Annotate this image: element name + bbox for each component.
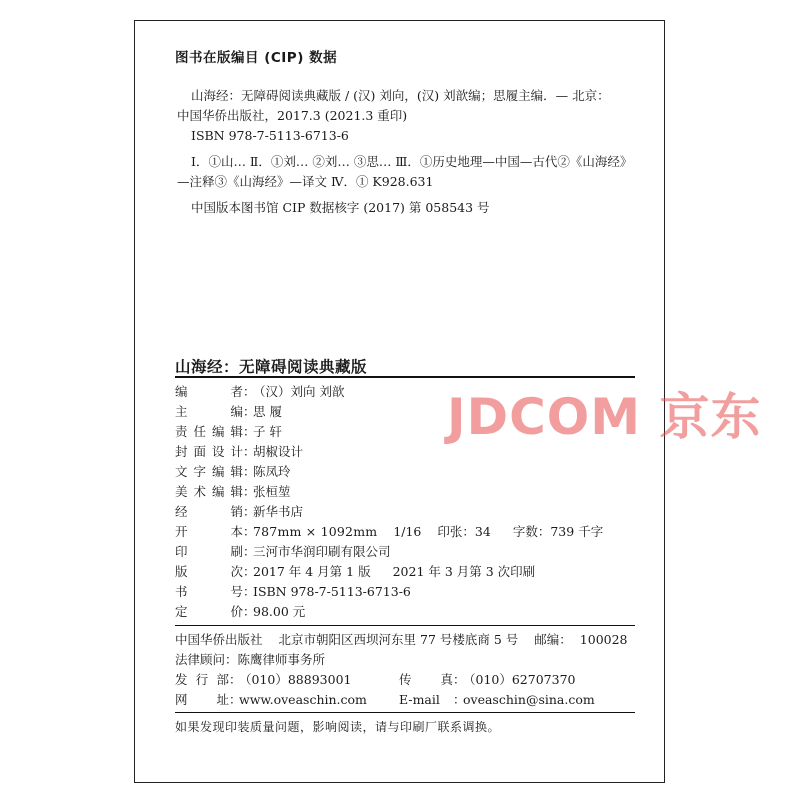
credit-value: 子 轩 [253, 424, 282, 439]
sales-phone: （010）88893001 [239, 672, 352, 687]
credit-row-cover-design: 封面设计：胡椒设计 [175, 444, 304, 459]
sales-label: 发行部 [175, 672, 229, 687]
postcode-value: 100028 [579, 632, 628, 647]
title-rule-top [175, 376, 635, 378]
credit-label: 主编 [175, 404, 243, 419]
credit-value: 思 履 [253, 404, 282, 419]
book-title: 山海经：无障碍阅读典藏版 [175, 358, 368, 376]
web-row: 网址：www.oveaschin.com E-mail ：oveaschin@sina.com [175, 692, 595, 707]
cip-data-number: 中国版本图书馆 CIP 数据核字 (2017) 第 058543 号 [191, 200, 490, 215]
publisher-name: 中国华侨出版社 [175, 632, 263, 647]
web-value[interactable]: www.oveaschin.com [239, 692, 367, 707]
credit-label: 文字编辑 [175, 464, 243, 479]
words-label: 字数 [512, 524, 538, 539]
fax-phone: （010）62707370 [463, 672, 576, 687]
spec-label: 定价 [175, 604, 243, 619]
sheets-label: 印张 [437, 524, 463, 539]
legal-label: 法律顾问： [175, 652, 238, 667]
credit-row-chief-editor: 主编：思 履 [175, 404, 282, 419]
credit-label: 经销 [175, 504, 243, 519]
legal-value: 陈鹰律师事务所 [237, 652, 326, 667]
web-label: 网址 [175, 692, 229, 707]
credit-value: （汉）刘向 刘歆 [253, 384, 345, 399]
jd-watermark: JDCOM 京东 [447, 388, 762, 446]
copyright-page [134, 20, 762, 783]
email-label: E-mail [399, 692, 440, 707]
credit-value: 新华书店 [253, 504, 304, 519]
quality-notice: 如果发现印装质量问题，影响阅读，请与印刷厂联系调换。 [175, 720, 501, 734]
section-divider [175, 625, 635, 626]
spec-row-printer: 印刷：三河市华润印刷有限公司 [175, 544, 391, 559]
credit-row-responsible-editor: 责任编辑：子 轩 [175, 424, 282, 439]
spec-label: 印刷 [175, 544, 243, 559]
spec-label: 版次 [175, 564, 243, 579]
publisher-row [175, 630, 628, 649]
spec-row-format: 开本：787mm × 1092mm 1/16 印张：34 字数：739 千字 [175, 524, 604, 539]
fax-label: 传真 [399, 672, 453, 687]
format-size: 787mm × 1092mm [253, 524, 378, 539]
words-value: 739 千字 [550, 524, 604, 539]
edition-value: 2017 年 4 月第 1 版 [253, 564, 371, 579]
email-value[interactable]: oveaschin@sina.com [463, 692, 595, 707]
publisher-address: 北京市朝阳区西坝河东里 77 号楼底商 5 号 [278, 632, 519, 647]
spec-label: 书号 [175, 584, 243, 599]
sheets-value: 34 [474, 524, 491, 539]
credit-value: 胡椒设计 [253, 444, 304, 459]
cip-line-classification-1: Ⅰ．①山… Ⅱ．①刘… ②刘… ③思… Ⅲ．①历史地理—中国—古代②《山海经》 [191, 154, 633, 169]
cip-line-classification-2: —注释③《山海经》—译文 Ⅳ．① K928.631 [177, 174, 434, 189]
credit-row-text-editor: 文字编辑：陈凤玲 [175, 464, 291, 479]
spec-row-price: 定价：98.00 元 [175, 604, 306, 619]
cip-line-title: 山海经：无障碍阅读典藏版 / (汉) 刘向，(汉) 刘歆编；思履主编．— 北京： [191, 88, 610, 103]
spec-label: 开本 [175, 524, 243, 539]
reprint-value: 2021 年 3 月第 3 次印刷 [392, 564, 536, 579]
cip-line-isbn: ISBN 978-7-5113-6713-6 [191, 128, 349, 143]
printer-value: 三河市华润印刷有限公司 [253, 544, 391, 559]
legal-row [175, 650, 325, 669]
credit-label: 美术编辑 [175, 484, 243, 499]
cip-heading: 图书在版编目 (CIP) 数据 [175, 50, 338, 66]
isbn-value: ISBN 978-7-5113-6713-6 [253, 584, 411, 599]
credit-row-distributor: 经销：新华书店 [175, 504, 304, 519]
credit-value: 陈凤玲 [253, 464, 291, 479]
spec-row-isbn: 书号：ISBN 978-7-5113-6713-6 [175, 584, 411, 599]
credit-row-editors: 编者：（汉）刘向 刘歆 [175, 384, 345, 399]
credit-label: 责任编辑 [175, 424, 243, 439]
postcode-label: 邮编： [534, 632, 572, 647]
credit-label: 编者 [175, 384, 243, 399]
credit-label: 封面设计 [175, 444, 243, 459]
notice-divider [175, 712, 635, 713]
spec-row-edition: 版次：2017 年 4 月第 1 版 2021 年 3 月第 3 次印刷 [175, 564, 536, 579]
credit-row-art-editor: 美术编辑：张桓堃 [175, 484, 291, 499]
credit-value: 张桓堃 [253, 484, 291, 499]
format-fold: 1/16 [393, 524, 422, 539]
phone-row: 发行部：（010）88893001 传真：（010）62707370 [175, 672, 576, 687]
cip-line-publisher: 中国华侨出版社，2017.3 (2021.3 重印) [177, 108, 408, 123]
price-value: 98.00 元 [253, 604, 306, 619]
